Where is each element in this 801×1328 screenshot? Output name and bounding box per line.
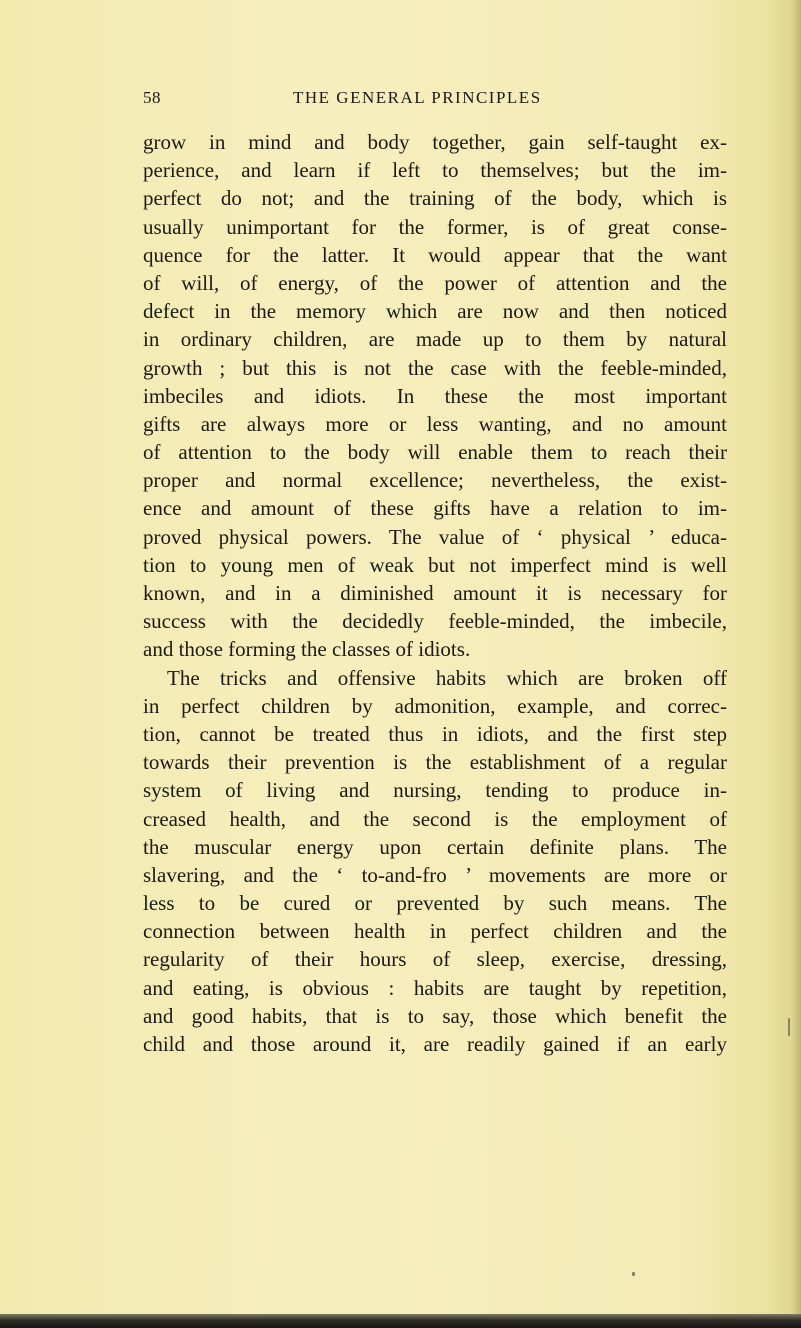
text-line: grow in mind and body together, gain self-taught ex- <box>143 130 727 154</box>
page-bottom-edge <box>0 1314 801 1328</box>
text-line: the muscular energy upon certain definite plans. The <box>143 834 727 859</box>
running-head: THE GENERAL PRINCIPLES <box>293 88 542 107</box>
text-line: in ordinary children, are made up to them by natural <box>143 327 727 352</box>
text-line: usually unimportant for the former, is of great conse- <box>143 214 727 239</box>
page-number: 58 <box>143 88 161 107</box>
text-line: perfect do not; and the training of the body, which is <box>143 186 727 211</box>
text-line: tion, cannot be treated thus in idiots, and the first step <box>143 721 727 746</box>
text-line: and those forming the classes of idiots. <box>143 637 471 662</box>
text-line: child and those around it, are readily gained if an early <box>143 1032 727 1056</box>
text-line: of attention to the body will enable them to reach their <box>143 440 727 465</box>
text-line: growth ; but this is not the case with the feeble-minded, <box>143 355 727 380</box>
text-line: The tricks and offensive habits which are broken off <box>167 665 727 690</box>
text-line: tion to young men of weak but not imperfect mind is well <box>143 552 727 577</box>
text-line: imbeciles and idiots. In these the most important <box>143 383 727 408</box>
page-header <box>143 88 713 112</box>
scan-speck <box>788 1018 790 1036</box>
scan-speck <box>632 1272 635 1276</box>
text-line: regularity of their hours of sleep, exercise, dressing, <box>143 947 727 972</box>
text-line: in perfect children by admonition, example, and correc- <box>143 693 727 718</box>
text-line: slavering, and the ‘ to-and-fro ’ movements are more or <box>143 862 727 887</box>
text-line: success with the decidedly feeble-minded, the imbecile, <box>143 609 727 634</box>
text-line: system of living and nursing, tending to produce in- <box>143 778 727 803</box>
text-line: proved physical powers. The value of ‘ physical ’ educa- <box>143 524 727 549</box>
text-line: less to be cured or prevented by such means. The <box>143 891 727 916</box>
text-line: of will, of energy, of the power of attention and the <box>143 270 727 295</box>
body-text <box>143 128 727 1058</box>
text-line: gifts are always more or less wanting, and no amount <box>143 411 727 436</box>
text-line: towards their prevention is the establishment of a regular <box>143 750 727 775</box>
text-line: known, and in a diminished amount it is necessary for <box>143 581 727 605</box>
text-line: connection between health in perfect children and the <box>143 919 727 944</box>
text-line: defect in the memory which are now and then noticed <box>143 299 727 324</box>
text-line: and good habits, that is to say, those which benefit the <box>143 1003 727 1028</box>
text-line: and eating, is obvious : habits are taught by repetition, <box>143 975 727 1000</box>
text-line: quence for the latter. It would appear that the want <box>143 242 727 267</box>
text-line: creased health, and the second is the employment of <box>143 806 727 831</box>
text-line: ence and amount of these gifts have a relation to im- <box>143 496 727 521</box>
text-line: perience, and learn if left to themselves; but the im- <box>143 158 727 183</box>
page-edge-shadow <box>789 0 801 1328</box>
text-line: proper and normal excellence; nevertheless, the exist- <box>143 468 727 493</box>
